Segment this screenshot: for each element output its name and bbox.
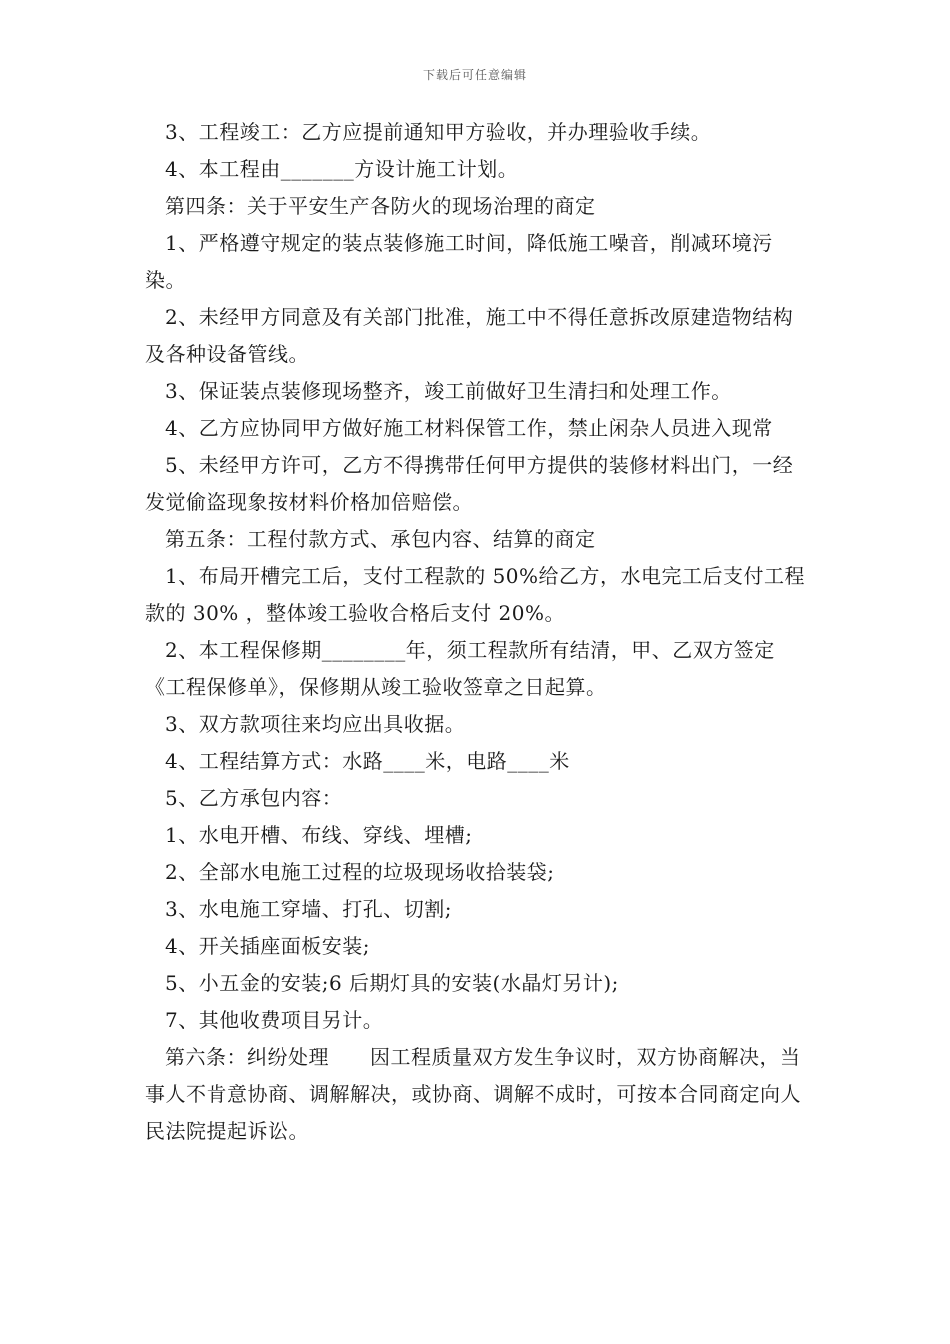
list-item: 3、水电施工穿墙、打孔、切割; [165, 897, 452, 921]
list-item: 1、水电开槽、布线、穿线、埋槽; [165, 823, 473, 847]
section-heading: 第五条：工程付款方式、承包内容、结算的商定 [165, 527, 596, 551]
paragraph: 2、本工程保修期________年，须工程款所有结清，甲、乙双方签定《工程保修单》，保修期从竣工验收签章之日起算。 [145, 638, 775, 699]
paragraph: 1、严格遵守规定的装点装修施工时间，降低施工噪音，削减环境污染。 [145, 231, 773, 292]
page-header: 下载后可任意编辑 [422, 68, 527, 82]
paragraph: 3、保证装点装修现场整齐，竣工前做好卫生清扫和处理工作。 [165, 379, 732, 403]
paragraph: 2、未经甲方同意及有关部门批准，施工中不得任意拆改原建造物结构及各种设备管线。 [145, 305, 794, 366]
list-item: 2、全部水电施工过程的垃圾现场收拾装袋; [165, 860, 555, 884]
list-item: 7、其他收费项目另计。 [165, 1008, 384, 1032]
section-heading: 第六条：纠纷处理 因工程质量双方发生争议时，双方协商解决，当事人不肯意协商、调解解决，或协商、调解不成时，可按本合同商定向人民法院提起诉讼。 [145, 1045, 801, 1143]
paragraph: 4、乙方应协同甲方做好施工材料保管工作，禁止闲杂人员进入现常 [165, 416, 773, 440]
document-body [145, 114, 810, 1150]
list-item: 4、开关插座面板安装; [165, 934, 370, 958]
paragraph: 1、布局开槽完工后，支付工程款的 50%给乙方，水电完工后支付工程款的 30% ，整体竣工验收合格后支付 20%。 [145, 564, 806, 625]
paragraph: 3、双方款项往来均应出具收据。 [165, 712, 466, 736]
paragraph: 4、本工程由_______方设计施工计划。 [165, 157, 519, 181]
paragraph: 4、工程结算方式：水路____米，电路____米 [165, 749, 570, 773]
paragraph: 5、乙方承包内容： [165, 786, 343, 810]
section-heading: 第四条：关于平安生产各防火的现场治理的商定 [165, 194, 596, 218]
paragraph: 5、未经甲方许可，乙方不得携带任何甲方提供的装修材料出门，一经发觉偷盗现象按材料价格加倍赔偿。 [145, 453, 794, 514]
list-item: 5、小五金的安装;6 后期灯具的安装(水晶灯另计); [165, 971, 619, 995]
paragraph: 3、工程竣工：乙方应提前通知甲方验收，并办理验收手续。 [165, 120, 712, 144]
